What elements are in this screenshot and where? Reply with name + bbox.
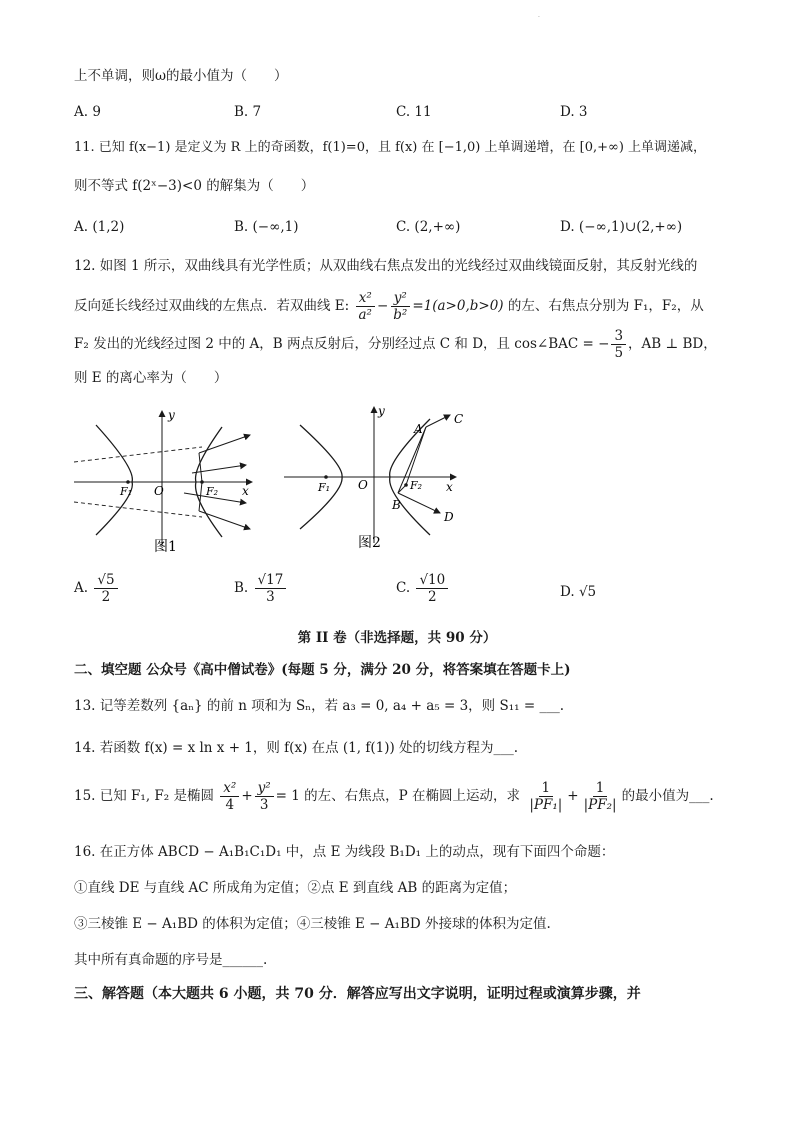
figure-2 xyxy=(282,403,472,555)
fig1-label-y: y xyxy=(168,408,175,422)
q11-option-a: A. (1,2) xyxy=(74,219,125,235)
q16-line4: 其中所有真命题的序号是______. xyxy=(74,952,268,968)
q10-option-b: B. 7 xyxy=(234,104,262,120)
q16-line2: ①直线 DE 与直线 AC 所成角为定值；②点 E 到直线 AB 的距离为定值； xyxy=(74,880,517,896)
fig1-label-F2: F₂ xyxy=(206,485,219,498)
q15-frac-x: $\frac{\text{x²}}{4}$ xyxy=(220,780,239,813)
q11-line2: 则不等式 f(2ˣ−3)<0 的解集为（ ） xyxy=(74,178,315,194)
q11-line1: 11. 已知 f(x−1) 是定义为 R 上的奇函数，f(1)=0，且 f(x) 在 [−1,0) 上单调递增，在 [0,+∞) 上单调递减， xyxy=(74,140,707,155)
fig1-caption: 图1 xyxy=(154,539,177,555)
q16-line3: ③三棱锥 E − A₁BD 的体积为定值；④三棱锥 E − A₁BD 外接球的体积为定值. xyxy=(74,916,551,932)
q15-frac-pf2: $\frac{1}{\text{|PF₂|}}$ xyxy=(583,780,617,813)
fig2-label-y: y xyxy=(378,404,385,418)
q12-cos-frac: $\frac{3}{5}$ xyxy=(611,328,626,361)
q12-option-a: A. $\frac{√5}{2}$ xyxy=(74,572,120,605)
q15-frac-pf1: $\frac{1}{\text{|PF₁|}}$ xyxy=(529,780,563,813)
q12-line4: 则 E 的离心率为（ ） xyxy=(74,370,228,386)
q11-option-d: D. (−∞,1)∪(2,+∞) xyxy=(560,219,683,235)
fig2-label-A: A xyxy=(414,422,423,436)
fig2-label-D: D xyxy=(444,510,454,524)
fig1-label-O: O xyxy=(154,484,164,498)
q12-eq-rest: =1(a>0,b>0) xyxy=(412,298,504,314)
q15-frac-y: $\frac{\text{y²}}{3}$ xyxy=(255,780,274,813)
q10-option-c: C. 11 xyxy=(396,104,432,120)
fig2-caption: 图2 xyxy=(358,535,381,551)
q10-tail: 上不单调，则ω的最小值为（ ） xyxy=(74,68,288,84)
q12-option-d: D. √5 xyxy=(560,584,597,600)
fig1-label-x: x xyxy=(242,484,249,498)
section3-title: 三、解答题（本大题共 6 小题，共 70 分．解答应写出文字说明，证明过程或演算步骤，并 xyxy=(74,986,641,1002)
q12-line2: 反向延长线经过双曲线的左焦点．若双曲线 E: $\frac{\text{x²}}{\text{a²}}$ − $\frac{\text{y²}}{\text{b²}}$ =1(a>0,b>0) 的左、右焦点分别为 F₁，F₂，从 xyxy=(74,290,704,323)
q16-line1: 16. 在正方体 ABCD − A₁B₁C₁D₁ 中，点 E 为线段 B₁D₁ 上的动点，现有下面四个命题： xyxy=(74,844,615,860)
q10-option-d: D. 3 xyxy=(560,104,588,120)
fig2-label-O: O xyxy=(358,478,368,492)
q15: 15. 已知 F₁, F₂ 是椭圆 $\frac{\text{x²}}{4}$ + $\frac{\text{y²}}{3}$ = 1 的左、右焦点，P 在椭圆上运动，求 $\frac{1}{\text{|PF₁|}}$ + $\frac{1}{\text{|PF₂|}}$ 的最小值为___. xyxy=(74,780,714,813)
q12-line2-tail: 的左、右焦点分别为 F₁，F₂，从 xyxy=(507,298,704,314)
q13: 13. 记等差数列 {aₙ} 的前 n 项和为 Sₙ，若 a₃ = 0, a₄ + a₅ = 3，则 S₁₁ = ___. xyxy=(74,698,564,714)
fig2-label-F2: F₂ xyxy=(410,479,423,492)
q10-option-a: A. 9 xyxy=(74,104,101,120)
figure-1 xyxy=(74,405,264,555)
q12-line1: 12. 如图 1 所示，双曲线具有光学性质；从双曲线右焦点发出的光线经过双曲线镜面反射，其反射光线的 xyxy=(74,258,698,274)
fig1-label-F1: F₁ xyxy=(120,485,133,498)
q14: 14. 若函数 f(x) = x ln x + 1，则 f(x) 在点 (1, f(1)) 处的切线方程为___. xyxy=(74,740,519,756)
section2-title: 二、填空题 公众号《高中僧试卷》(每题 5 分，满分 20 分，将答案填在答题卡上) xyxy=(74,662,571,678)
fig2-label-x: x xyxy=(446,480,453,494)
fig2-label-F1: F₁ xyxy=(318,481,331,494)
q12-option-b: B. $\frac{√17}{3}$ xyxy=(234,572,288,605)
q12-line3 xyxy=(74,326,734,362)
fig2-label-B: B xyxy=(392,498,401,512)
q12-eq-frac-y: $\frac{\text{y²}}{\text{b²}}$ xyxy=(390,290,410,323)
part2-title: 第 II 卷（非选择题，共 90 分） xyxy=(297,630,497,646)
q12-line3-text: F₂ 发出的光线经过图 2 中的 A，B 两点反射后，分别经过点 C 和 D，且 cos∠BAC = − xyxy=(74,336,610,352)
q11-option-b: B. (−∞,1) xyxy=(234,219,299,235)
fig2-label-C: C xyxy=(454,412,464,426)
q12-line2-text: 反向延长线经过双曲线的左焦点．若双曲线 E: xyxy=(74,298,350,314)
q11-option-c: C. (2,+∞) xyxy=(396,219,461,235)
q12-eq-frac-x: $\frac{\text{x²}}{\text{a²}}$ xyxy=(356,290,375,323)
q12-line3-tail: ，AB ⊥ BD， xyxy=(628,336,717,352)
q12-option-c: C. $\frac{√10}{2}$ xyxy=(396,572,450,605)
scan-dot: · xyxy=(538,14,540,21)
